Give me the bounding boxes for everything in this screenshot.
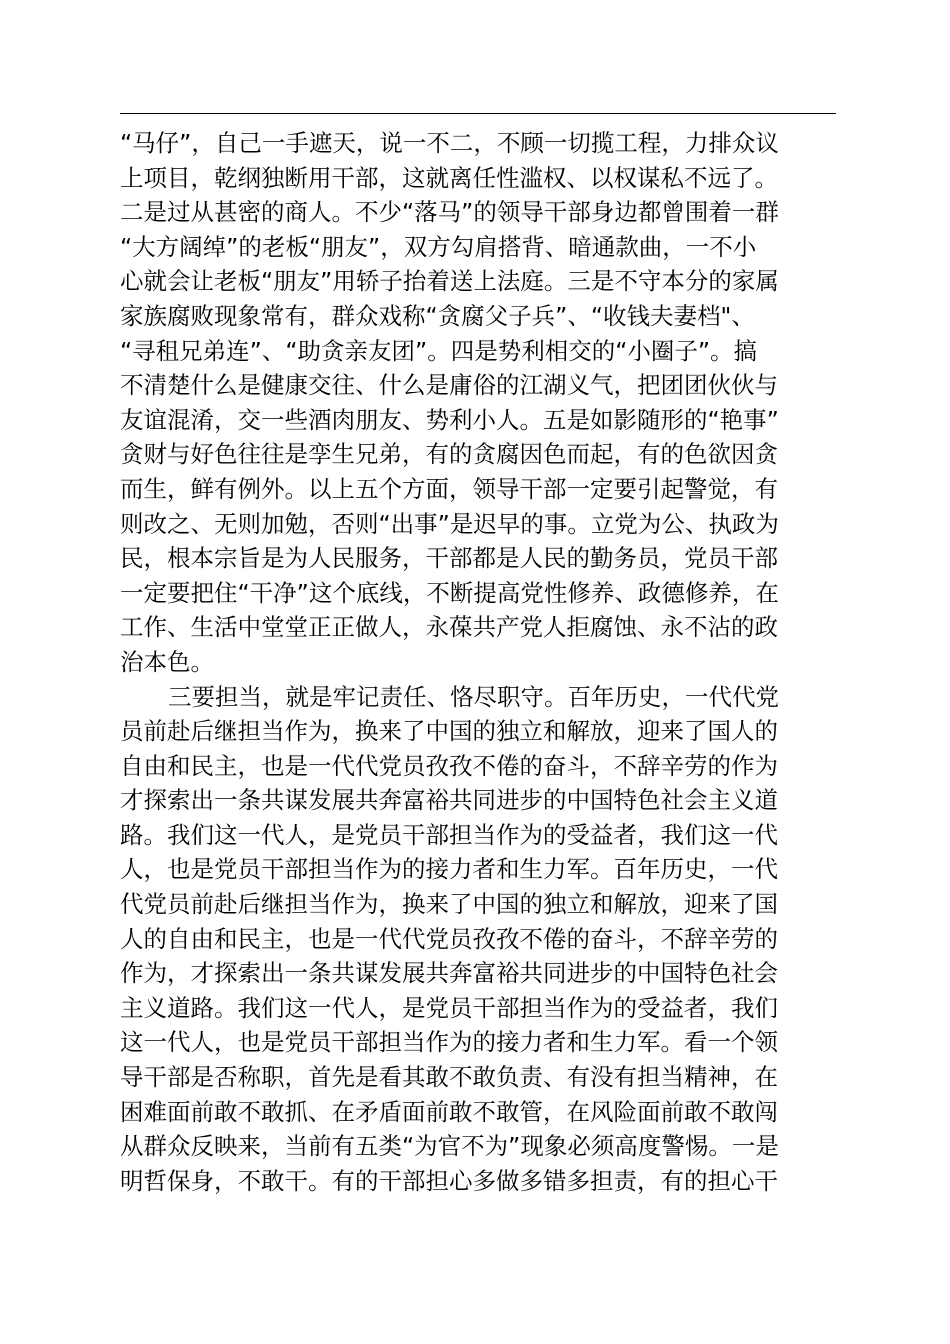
text-line: 则改之、无则加勉，否则“出事”是迟早的事。立党为公、执政为 — [120, 509, 779, 538]
text-line: 从群众反映来，当前有五类“为官不为”现象必须高度警惕。一是 — [120, 1132, 779, 1161]
text-line: 一定要把住“干净”这个底线，不断提高党性修养、政德修养，在 — [120, 578, 779, 607]
text-line: 而生，鲜有例外。以上五个方面，领导干部一定要引起警觉，有 — [120, 474, 778, 503]
text-line: 员前赴后继担当作为，换来了中国的独立和解放，迎来了国人的 — [120, 717, 778, 746]
text-line: 不清楚什么是健康交往、什么是庸俗的江湖义气，把团团伙伙与 — [120, 371, 778, 400]
text-line: 上项目，乾纲独断用干部，这就离任性滥权、以权谋私不远了。 — [120, 163, 778, 192]
text-line: 民，根本宗旨是为人民服务，干部都是人民的勤务员，党员干部 — [120, 544, 778, 573]
text-line: 作为，才探索出一条共谋发展共奔富裕共同进步的中国特色社会 — [120, 959, 778, 988]
text-line: 人，也是党员干部担当作为的接力者和生力军。百年历史，一代 — [120, 855, 778, 884]
text-line: 代党员前赴后继担当作为，换来了中国的独立和解放，迎来了国 — [120, 890, 778, 919]
text-line: 导干部是否称职，首先是看其敢不敢负责、有没有担当精神，在 — [120, 1063, 778, 1092]
text-line: 明哲保身，不敢干。有的干部担心多做多错多担责，有的担心干 — [120, 1166, 778, 1195]
text-line: 人的自由和民主，也是一代代党员孜孜不倦的奋斗，不辞辛劳的 — [120, 924, 778, 953]
text-line: 主义道路。我们这一代人，是党员干部担当作为的受益者，我们 — [120, 993, 778, 1022]
text-line: 贪财与好色往往是孪生兄弟，有的贪腐因色而起，有的色欲因贪 — [120, 440, 778, 469]
text-line: 路。我们这一代人，是党员干部担当作为的受益者，我们这一代 — [120, 820, 778, 849]
body-text — [120, 126, 836, 1198]
text-line: 二是过从甚密的商人。不少“落马”的领导干部身边都曾围着一群 — [120, 198, 779, 227]
text-line: “马仔”，自己一手遮天，说一不二，不顾一切揽工程，力排众议 — [120, 129, 779, 157]
text-line: 工作、生活中堂堂正正做人，永葆共产党人拒腐蚀、永不沾的政 — [120, 613, 778, 642]
text-line: 友谊混淆，交一些酒肉朋友、势利小人。五是如影随形的“艳事” — [120, 405, 779, 434]
text-line: 家族腐败现象常有，群众戏称“贪腐父子兵”、“收钱夫妻档"、 — [120, 301, 755, 330]
header-rule — [120, 113, 836, 114]
text-line: “寻租兄弟连”、“助贪亲友团”。四是势利相交的“小圈子”。搞 — [120, 336, 758, 365]
text-line: 心就会让老板“朋友”用轿子抬着送上法庭。三是不守本分的家属 — [120, 267, 779, 296]
text-line: 困难面前敢不敢抓、在矛盾面前敢不敢管，在风险面前敢不敢闯 — [120, 1097, 778, 1126]
text-line: “大方阔绰”的老板“朋友”，双方勾肩搭背、暗通款曲，一不小 — [120, 232, 757, 261]
text-line: 自由和民主，也是一代代党员孜孜不倦的奋斗，不辞辛劳的作为 — [120, 751, 778, 780]
paragraph-first-line: 三要担当，就是牢记责任、恪尽职守。百年历史，一代代党 — [168, 682, 779, 711]
text-line: 治本色。 — [120, 647, 214, 676]
text-line: 才探索出一条共谋发展共奔富裕共同进步的中国特色社会主义道 — [120, 786, 778, 815]
text-line: 这一代人，也是党员干部担当作为的接力者和生力军。看一个领 — [120, 1028, 778, 1057]
